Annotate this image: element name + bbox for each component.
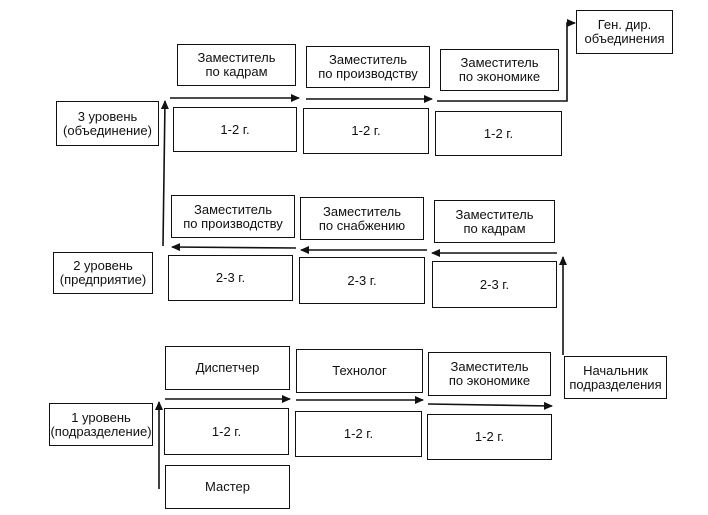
t3-end-general-director: Ген. дир. объединения bbox=[576, 10, 673, 54]
t1-term-2: 1-2 г. bbox=[295, 411, 422, 457]
t3-position-hr: Заместитель по кадрам bbox=[177, 44, 296, 86]
t2-position-production: Заместитель по производству bbox=[171, 195, 295, 238]
t1-position-dispatcher: Диспетчер bbox=[165, 346, 290, 390]
t2-position-supply: Заместитель по снабжению bbox=[300, 197, 424, 240]
level-2-label: 2 уровень (предприятие) bbox=[53, 252, 153, 294]
level-3-label: 3 уровень (объединение) bbox=[56, 101, 159, 146]
t1-term-1: 1-2 г. bbox=[164, 408, 289, 455]
arrow-t2-c bbox=[172, 247, 296, 248]
t2-position-hr: Заместитель по кадрам bbox=[434, 200, 555, 243]
t3-term-2: 1-2 г. bbox=[303, 108, 429, 154]
t3-term-1: 1-2 г. bbox=[173, 107, 297, 152]
t1-end-head-of-division: Начальник подразделения bbox=[564, 356, 667, 399]
t1-term-3: 1-2 г. bbox=[427, 414, 552, 460]
t3-term-3: 1-2 г. bbox=[435, 111, 562, 156]
arrow-t1-c bbox=[428, 404, 552, 406]
t2-term-1: 2-3 г. bbox=[168, 255, 293, 301]
t3-position-economics: Заместитель по экономике bbox=[440, 49, 559, 91]
t2-term-3: 2-3 г. bbox=[432, 261, 557, 308]
level-1-label: 1 уровень (подразделение) bbox=[49, 403, 153, 446]
t1-start-master: Мастер bbox=[165, 465, 290, 509]
t2-term-2: 2-3 г. bbox=[299, 257, 425, 304]
t1-position-economics: Заместитель по экономике bbox=[428, 352, 551, 396]
t3-position-production: Заместитель по производству bbox=[306, 46, 430, 88]
arrow-up-left-top bbox=[163, 101, 165, 246]
t1-position-technologist: Технолог bbox=[296, 349, 423, 393]
